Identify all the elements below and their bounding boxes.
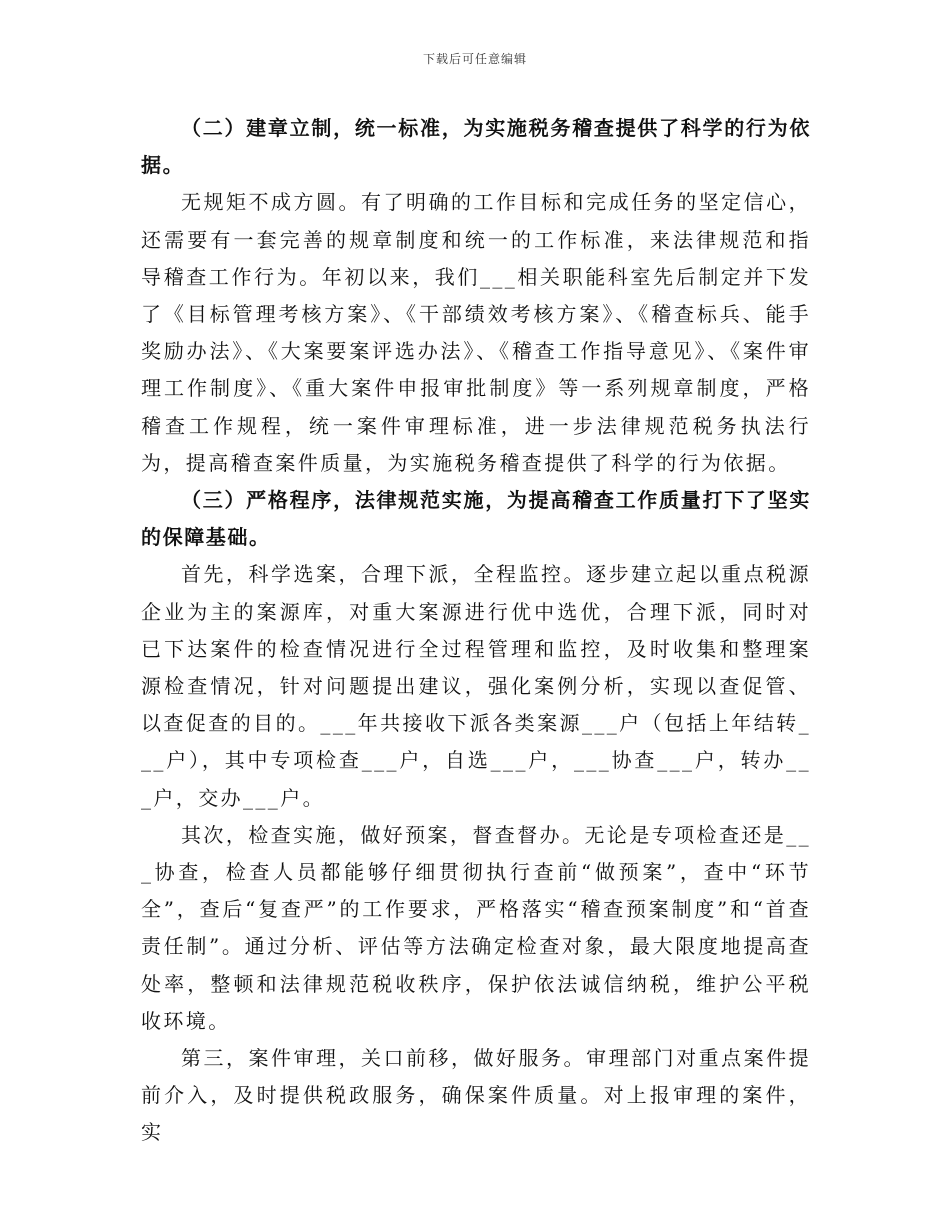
body-paragraph: 第三，案件审理，关口前移，做好服务。审理部门对重点案件提前介入，及时提供税政服务，确保案件质量。对上报审理的案件，实 — [141, 1046, 811, 1145]
page-header: 下载后可任意编辑 — [422, 52, 527, 66]
body-paragraph: 其次，检查实施，做好预案，督查督办。无论是专项检查还是___协查，检查人员都能够仔细贯彻执行查前“做预案”，查中“环节全”，查后“复查严”的工作要求，严格落实“稽查预案制度”和“首查责任制”。通过分析、评估等方法确定检查对象，最大限度地提高查处率，整顿和法律规范税收秩序，保护依法诚信纳税，维护公平税收环境。 — [141, 822, 811, 1033]
body-paragraph: 无规矩不成方圆。有了明确的工作目标和完成任务的坚定信心，还需要有一套完善的规章制度和统一的工作标准，来法律规范和指导稽查工作行为。年初以来，我们___相关职能科室先后制定并下发了《目标管理考核方案》、《干部绩效考核方案》、《稽查标兵、能手奖励办法》、《大案要案评选办法》、《稽查工作指导意见》、《案件审理工作制度》、《重大案件申报审批制度》等一系列规章制度，严格稽查工作规程，统一案件审理标准，进一步法律规范税务执法行为，提高稽查案件质量，为实施税务稽查提供了科学的行为依据。 — [141, 190, 811, 475]
section-heading: （二）建章立制，统一标准，为实施税务稽查提供了科学的行为依据。 — [141, 116, 811, 178]
body-paragraph: 首先，科学选案，合理下派，全程监控。逐步建立起以重点税源企业为主的案源库，对重大案源进行优中选优，合理下派，同时对已下达案件的检查情况进行全过程管理和监控，及时收集和整理案源检查情况，针对问题提出建议，强化案例分析，实现以查促管、以查促查的目的。___年共接收下派各类案源___户（包括上年结转___户），其中专项检查___户，自选___户，___协查___户，转办___户，交办___户。 — [141, 562, 811, 810]
document-body — [141, 110, 811, 1152]
section-heading: （三）严格程序，法律规范实施，为提高稽查工作质量打下了坚实的保障基础。 — [141, 488, 811, 550]
